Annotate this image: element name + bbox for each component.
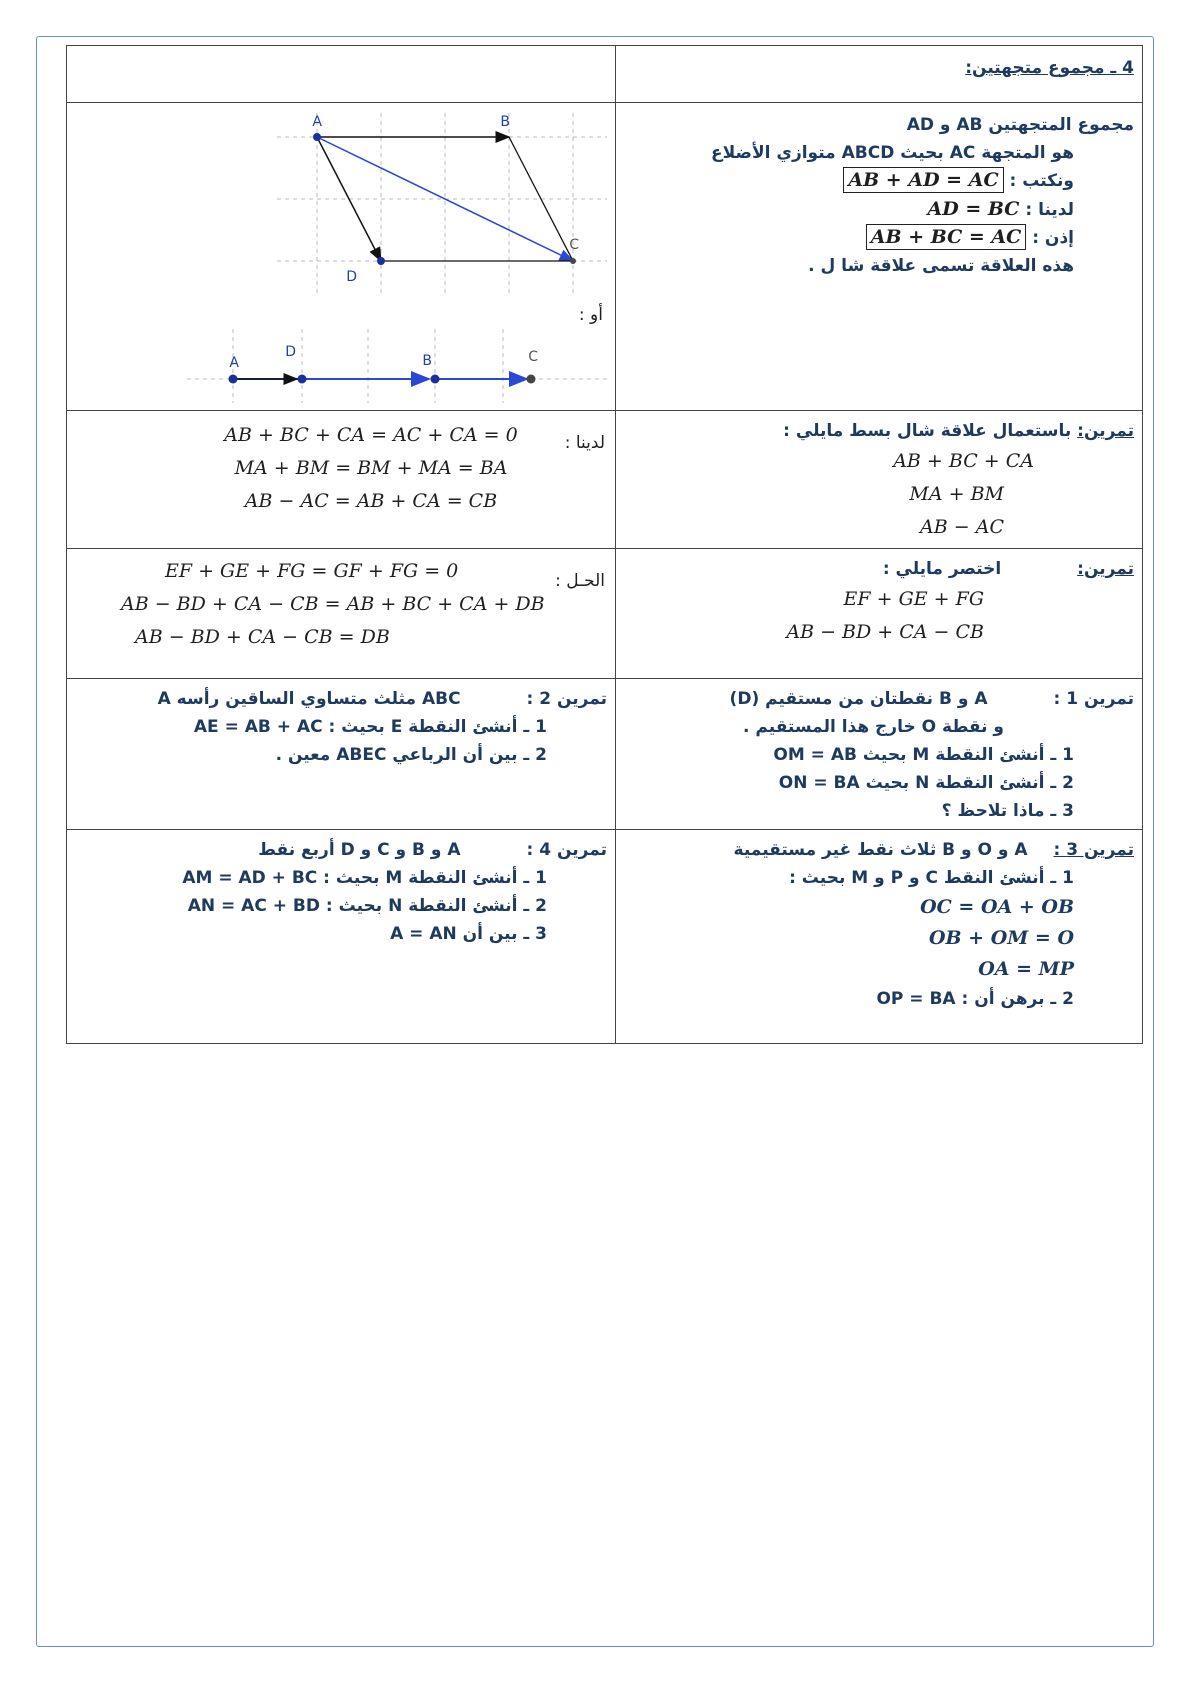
ex-reduce-expr-1: AB − BD + CA − CB: [786, 621, 984, 643]
ex-simplify-sol-label: لدينا :: [564, 433, 605, 453]
ex-simplify-title: تمرين:: [1077, 421, 1134, 441]
ex1-line5: 3 ـ ماذا تلاحظ ؟: [941, 801, 1074, 821]
ex-reduce-sol-2: AB − BD + CA − CB = DB: [135, 626, 390, 648]
section-title-cell: [616, 46, 1143, 103]
ex1-line2: و نقطة O خارج هذا المستقيم .: [743, 717, 1004, 737]
figure-cell: [67, 103, 616, 411]
label-c: C: [569, 237, 579, 253]
ex1-line3: 1 ـ أنشئ النقطة M بحيث OM = AB: [773, 745, 1074, 765]
label-a: A: [312, 114, 322, 130]
point-c: [570, 258, 576, 264]
label-d: D: [346, 269, 357, 285]
ex-simplify-expr-0: AB + BC + CA: [893, 450, 1034, 472]
ex-reduce-expr-1-wrap: [624, 616, 1134, 649]
ex4-line4: 3 ـ بين أن A = AN: [390, 924, 547, 944]
ex-simplify-expr-1-wrap: [624, 478, 1134, 511]
line-point-c: [527, 375, 536, 384]
ex-reduce-text: اختصر مايلي :: [882, 559, 1002, 579]
ex4-title: تمرين 4 :: [526, 840, 607, 860]
ex-simplify-cell: [616, 411, 1143, 549]
line-point-d: [298, 375, 307, 384]
ex4-cell: [67, 830, 616, 1044]
ex-simplify-expr-2: AB − AC: [920, 516, 1004, 538]
def-line1: مجموع المتجهتين AB و AD: [906, 115, 1134, 135]
ex4-header: [75, 836, 607, 864]
lesson-table: [66, 45, 1143, 1044]
line-label-d: D: [285, 344, 296, 360]
ex3-line3: 2 ـ برهن أن : OP = BA: [876, 989, 1074, 1009]
ex-simplify-header: [624, 417, 1134, 445]
ex-simplify-sol-2: AB − AC = AB + CA = CB: [244, 490, 498, 512]
def-line2: هو المتجهة AC بحيث ABCD متوازي الأضلاع: [711, 143, 1074, 163]
def-line4-eq: AD = BC: [927, 198, 1020, 220]
label-b: B: [500, 114, 510, 130]
label-or: أو :: [578, 305, 603, 325]
ex4-line3: 2 ـ أنشئ النقطة N بحيث : AN = AC + BD: [187, 896, 547, 916]
ex3-line1: A و O و B ثلاث نقط غير مستقيمية: [733, 840, 1028, 860]
grid-lines: [277, 113, 607, 293]
ex-simplify-expr-1: MA + BM: [909, 483, 1004, 505]
ex-reduce-header: [624, 555, 1134, 583]
def-line5-eq: AB + BC = AC: [866, 224, 1027, 250]
def-line3-label: ونكتب :: [1009, 171, 1074, 191]
line-label-b: B: [422, 353, 432, 369]
ex3-eq-1: OB + OM = O: [928, 927, 1074, 949]
ex1-line1: A و B نقطتان من مستقيم (D): [729, 689, 988, 709]
ex-simplify-text: باستعمال علاقة شال بسط مايلي :: [783, 421, 1072, 441]
ex3-eq-0-wrap: [624, 892, 1134, 923]
ex3-eq-2: OA = MP: [978, 958, 1074, 980]
line-grid: [187, 329, 607, 403]
ex-simplify-sol-2-wrap: [75, 485, 607, 518]
ex-reduce-expr-0: EF + GE + FG: [843, 588, 984, 610]
ex-simplify-expr-0-wrap: [624, 445, 1134, 478]
ex4-line2: 1 ـ أنشئ النقطة M بحيث : AM = AD + BC: [182, 868, 547, 888]
def-line6: هذه العلاقة تسمى علاقة شا ل .: [808, 256, 1074, 276]
line-point-b: [431, 375, 440, 384]
ex-simplify-sol-1-wrap: [75, 452, 607, 485]
ex2-title: تمرين 2 :: [526, 689, 607, 709]
ex2-header: [75, 685, 607, 713]
def-line4-label: لدينا :: [1025, 200, 1074, 220]
ex-reduce-sol-0-wrap: [75, 555, 607, 588]
ex-simplify-sol-0-wrap: [75, 419, 607, 452]
ex-reduce-sol-2-wrap: [75, 621, 607, 654]
definition-cell: [616, 103, 1143, 411]
ex1-title: تمرين 1 :: [1053, 689, 1134, 709]
ex2-line3: 2 ـ بين أن الرباعي ABEC معين .: [275, 745, 547, 765]
line-point-a: [229, 375, 238, 384]
ex-reduce-sol-0: EF + GE + FG = GF + FG = 0: [165, 560, 459, 582]
ex-simplify-expr-2-wrap: [624, 511, 1134, 544]
ex-reduce-expr-0-wrap: [624, 583, 1134, 616]
ex-simplify-sol-1: MA + BM = BM + MA = BA: [234, 457, 508, 479]
section-title: 4 ـ مجموع متجهتين:: [965, 58, 1134, 78]
ex-simplify-solution-cell: [67, 411, 616, 549]
ex1-line4: 2 ـ أنشئ النقطة N بحيث ON = BA: [778, 773, 1074, 793]
vector-figure: [67, 103, 607, 403]
ex1-cell: [616, 679, 1143, 830]
ex3-eq-2-wrap: [624, 954, 1134, 985]
ex3-title: تمرين 3 :: [1053, 840, 1134, 860]
ex-reduce-sol-1-wrap: [75, 588, 607, 621]
point-a: [313, 133, 321, 141]
ex3-header: [624, 836, 1134, 864]
ex-reduce-cell: [616, 549, 1143, 679]
ex2-line1: ABC مثلث متساوي الساقين رأسه A: [157, 689, 461, 709]
ex3-cell: [616, 830, 1143, 1044]
ex3-line2: 1 ـ أنشئ النقط C و P و M بحيث :: [789, 868, 1074, 888]
ex1-header: [624, 685, 1134, 713]
point-d: [377, 257, 385, 265]
def-line5: [624, 224, 1134, 252]
def-line5-label: إذن :: [1032, 228, 1074, 248]
ex-reduce-solution-cell: [67, 549, 616, 679]
line-label-a: A: [229, 355, 239, 371]
def-line4: [624, 195, 1134, 224]
ex-simplify-sol-0: AB + BC + CA = AC + CA = 0: [224, 424, 518, 446]
empty-cell: [67, 46, 616, 103]
ex-reduce-sol-1: AB − BD + CA − CB = AB + BC + CA + DB: [121, 593, 545, 615]
ex-reduce-title: تمرين:: [1077, 559, 1134, 579]
ex4-line1: A و B و C و D أربع نقط: [258, 840, 461, 860]
ex-reduce-sol-label: الحـل :: [555, 571, 605, 591]
ex3-eq-1-wrap: [624, 923, 1134, 954]
def-line3-eq: AB + AD = AC: [843, 167, 1003, 193]
ex3-eq-0: OC = OA + OB: [920, 896, 1074, 918]
def-line3: [624, 167, 1134, 195]
ex2-cell: [67, 679, 616, 830]
ex2-line2: 1 ـ أنشئ النقطة E بحيث : AE = AB + AC: [193, 717, 547, 737]
line-label-c: C: [528, 349, 538, 365]
